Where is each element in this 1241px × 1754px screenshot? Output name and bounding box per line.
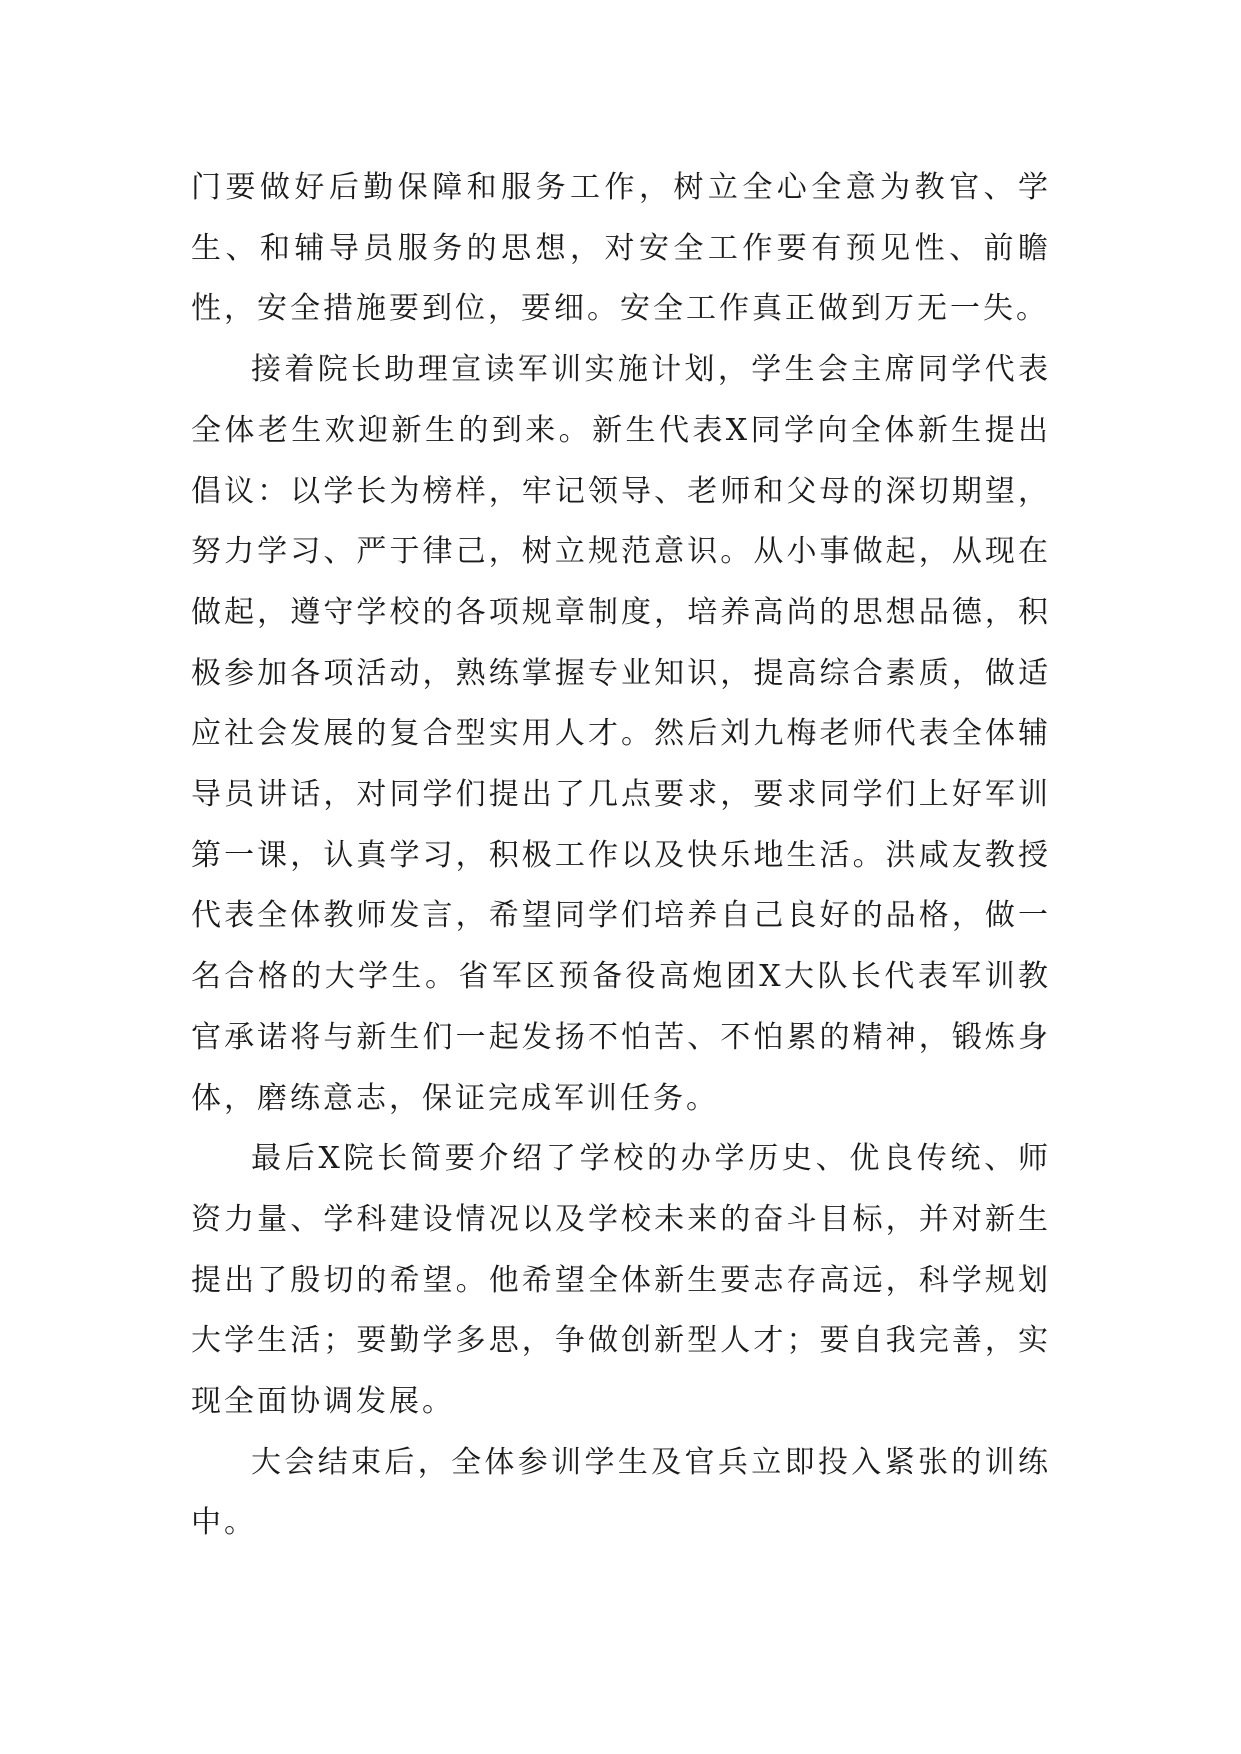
paragraph: 大会结束后，全体参训学生及官兵立即投入紧张的训练中。 [191,1444,1051,1541]
paragraph: 最后X院长简要介绍了学校的办学历史、优良传统、师资力量、学科建设情况以及学校未来的奋斗目标，并对新生提出了殷切的希望。他希望全体新生要志存高远，科学规划大学生活；要勤学多思，争做创新型人才；要自我完善，实现全面协调发展。 [191,1141,1051,1420]
document-body [191,158,1051,1554]
paragraph: 接着院长助理宣读军训实施计划，学生会主席同学代表全体老生欢迎新生的到来。新生代表X同学向全体新生提出倡议：以学长为榜样，牢记领导、老师和父母的深切期望，努力学习、严于律己，树立规范意识。从小事做起，从现在做起，遵守学校的各项规章制度，培养高尚的思想品德，积极参加各项活动，熟练掌握专业知识，提高综合素质，做适应社会发展的复合型实用人才。然后刘九梅老师代表全体辅导员讲话，对同学们提出了几点要求，要求同学们上好军训第一课，认真学习，积极工作以及快乐地生活。洪咸友教授代表全体教师发言，希望同学们培养自己良好的品格，做一名合格的大学生。省军区预备役高炮团X大队长代表军训教官承诺将与新生们一起发扬不怕苦、不怕累的精神，锻炼身体，磨练意志，保证完成军训任务。 [191,352,1051,1116]
paragraph-continued: 门要做好后勤保障和服务工作，树立全心全意为教官、学生、和辅导员服务的思想，对安全工作要有预见性、前瞻性，安全措施要到位，要细。安全工作真正做到万无一失。 [191,170,1051,327]
